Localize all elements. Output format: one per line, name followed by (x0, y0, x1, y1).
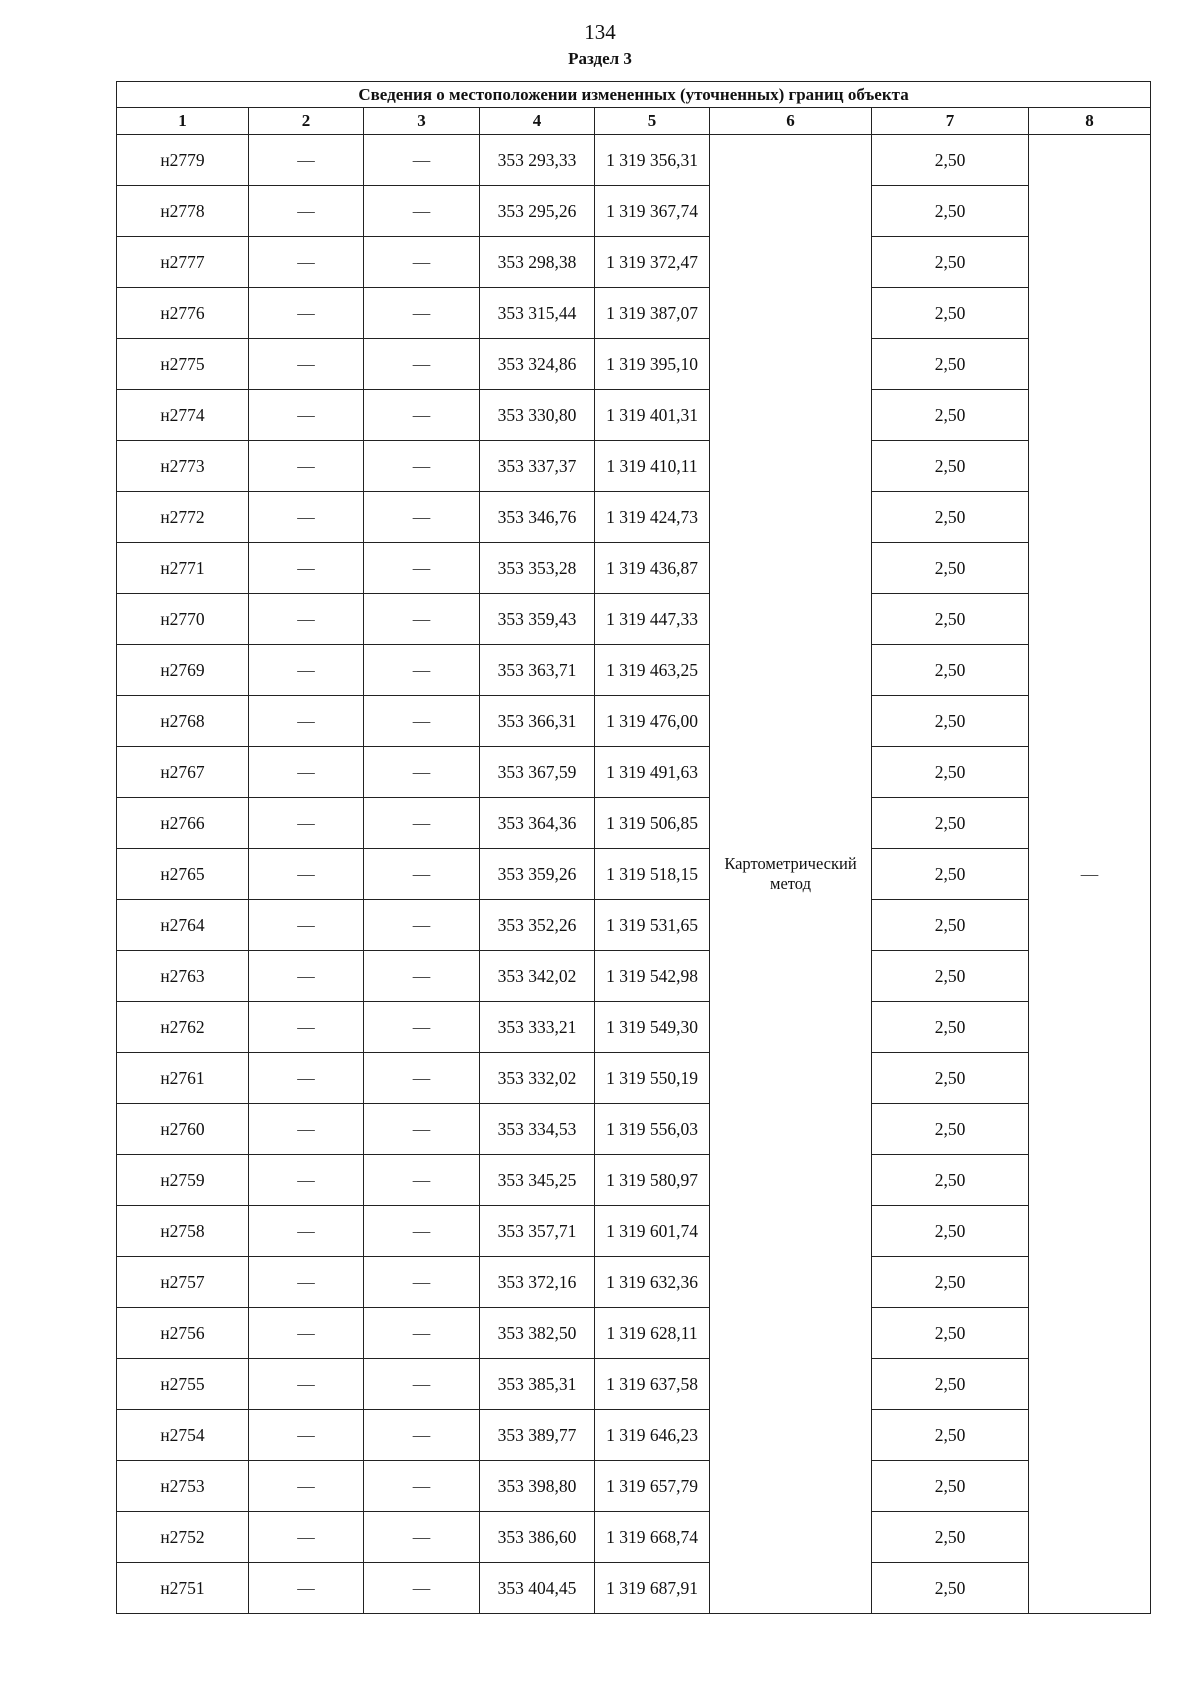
x-coordinate-cell: 353 389,77 (480, 1410, 595, 1461)
table-row (117, 798, 1151, 849)
column-header: 1 (117, 108, 249, 135)
point-name-cell: н2755 (117, 1359, 249, 1410)
y-coordinate-cell: 1 319 476,00 (595, 696, 710, 747)
table-header-row (117, 108, 1151, 135)
method-cell: Картометрический метод (710, 135, 872, 1614)
x-coordinate-cell: 353 295,26 (480, 186, 595, 237)
x-coordinate-cell: 353 364,36 (480, 798, 595, 849)
point-name-cell: н2769 (117, 645, 249, 696)
column3-cell: — (364, 186, 480, 237)
accuracy-cell: 2,50 (872, 1359, 1029, 1410)
y-coordinate-cell: 1 319 628,11 (595, 1308, 710, 1359)
column3-cell: — (364, 492, 480, 543)
column2-cell: — (249, 1359, 364, 1410)
accuracy-cell: 2,50 (872, 186, 1029, 237)
x-coordinate-cell: 353 293,33 (480, 135, 595, 186)
x-coordinate-cell: 353 363,71 (480, 645, 595, 696)
point-name-cell: н2768 (117, 696, 249, 747)
table-caption-row (117, 82, 1151, 108)
column3-cell: — (364, 1206, 480, 1257)
column2-cell: — (249, 1257, 364, 1308)
point-name-cell: н2776 (117, 288, 249, 339)
point-name-cell: н2777 (117, 237, 249, 288)
point-name-cell: н2764 (117, 900, 249, 951)
y-coordinate-cell: 1 319 637,58 (595, 1359, 710, 1410)
table-row (117, 339, 1151, 390)
column2-cell: — (249, 543, 364, 594)
y-coordinate-cell: 1 319 436,87 (595, 543, 710, 594)
column2-cell: — (249, 849, 364, 900)
y-coordinate-cell: 1 319 372,47 (595, 237, 710, 288)
table-row (117, 645, 1151, 696)
accuracy-cell: 2,50 (872, 1104, 1029, 1155)
x-coordinate-cell: 353 398,80 (480, 1461, 595, 1512)
point-name-cell: н2771 (117, 543, 249, 594)
column2-cell: — (249, 1206, 364, 1257)
point-name-cell: н2758 (117, 1206, 249, 1257)
table-row (117, 1104, 1151, 1155)
y-coordinate-cell: 1 319 491,63 (595, 747, 710, 798)
point-name-cell: н2766 (117, 798, 249, 849)
table-row (117, 1461, 1151, 1512)
x-coordinate-cell: 353 345,25 (480, 1155, 595, 1206)
point-name-cell: н2775 (117, 339, 249, 390)
column2-cell: — (249, 1053, 364, 1104)
x-coordinate-cell: 353 342,02 (480, 951, 595, 1002)
accuracy-cell: 2,50 (872, 1308, 1029, 1359)
x-coordinate-cell: 353 367,59 (480, 747, 595, 798)
x-coordinate-cell: 353 324,86 (480, 339, 595, 390)
y-coordinate-cell: 1 319 447,33 (595, 594, 710, 645)
x-coordinate-cell: 353 333,21 (480, 1002, 595, 1053)
table-row (117, 186, 1151, 237)
table-row (117, 237, 1151, 288)
column-header: 7 (872, 108, 1029, 135)
point-name-cell: н2763 (117, 951, 249, 1002)
x-coordinate-cell: 353 352,26 (480, 900, 595, 951)
column-header: 5 (595, 108, 710, 135)
accuracy-cell: 2,50 (872, 543, 1029, 594)
y-coordinate-cell: 1 319 506,85 (595, 798, 710, 849)
accuracy-cell: 2,50 (872, 849, 1029, 900)
accuracy-cell: 2,50 (872, 441, 1029, 492)
column2-cell: — (249, 645, 364, 696)
y-coordinate-cell: 1 319 549,30 (595, 1002, 710, 1053)
y-coordinate-cell: 1 319 668,74 (595, 1512, 710, 1563)
accuracy-cell: 2,50 (872, 1410, 1029, 1461)
accuracy-cell: 2,50 (872, 594, 1029, 645)
column8-cell: — (1029, 135, 1151, 1614)
x-coordinate-cell: 353 298,38 (480, 237, 595, 288)
x-coordinate-cell: 353 315,44 (480, 288, 595, 339)
column3-cell: — (364, 237, 480, 288)
column3-cell: — (364, 1155, 480, 1206)
x-coordinate-cell: 353 366,31 (480, 696, 595, 747)
y-coordinate-cell: 1 319 580,97 (595, 1155, 710, 1206)
y-coordinate-cell: 1 319 401,31 (595, 390, 710, 441)
y-coordinate-cell: 1 319 646,23 (595, 1410, 710, 1461)
column3-cell: — (364, 543, 480, 594)
column3-cell: — (364, 339, 480, 390)
accuracy-cell: 2,50 (872, 696, 1029, 747)
point-name-cell: н2757 (117, 1257, 249, 1308)
y-coordinate-cell: 1 319 531,65 (595, 900, 710, 951)
column2-cell: — (249, 1512, 364, 1563)
column-header: 2 (249, 108, 364, 135)
accuracy-cell: 2,50 (872, 135, 1029, 186)
accuracy-cell: 2,50 (872, 237, 1029, 288)
x-coordinate-cell: 353 382,50 (480, 1308, 595, 1359)
table-row (117, 1359, 1151, 1410)
point-name-cell: н2759 (117, 1155, 249, 1206)
column2-cell: — (249, 1461, 364, 1512)
page-number: 134 (584, 20, 616, 44)
accuracy-cell: 2,50 (872, 339, 1029, 390)
y-coordinate-cell: 1 319 463,25 (595, 645, 710, 696)
table-row (117, 1512, 1151, 1563)
point-name-cell: н2765 (117, 849, 249, 900)
y-coordinate-cell: 1 319 657,79 (595, 1461, 710, 1512)
accuracy-cell: 2,50 (872, 951, 1029, 1002)
point-name-cell: н2772 (117, 492, 249, 543)
column2-cell: — (249, 1104, 364, 1155)
column3-cell: — (364, 1308, 480, 1359)
accuracy-cell: 2,50 (872, 1002, 1029, 1053)
point-name-cell: н2770 (117, 594, 249, 645)
point-name-cell: н2779 (117, 135, 249, 186)
column2-cell: — (249, 1308, 364, 1359)
x-coordinate-cell: 353 404,45 (480, 1563, 595, 1614)
table-row (117, 1053, 1151, 1104)
point-name-cell: н2778 (117, 186, 249, 237)
y-coordinate-cell: 1 319 367,74 (595, 186, 710, 237)
table-caption: Сведения о местоположении измененных (уточненных) границ объекта (117, 82, 1151, 108)
point-name-cell: н2756 (117, 1308, 249, 1359)
y-coordinate-cell: 1 319 387,07 (595, 288, 710, 339)
point-name-cell: н2773 (117, 441, 249, 492)
y-coordinate-cell: 1 319 395,10 (595, 339, 710, 390)
column2-cell: — (249, 186, 364, 237)
point-name-cell: н2752 (117, 1512, 249, 1563)
column3-cell: — (364, 1359, 480, 1410)
table-row (117, 1410, 1151, 1461)
column3-cell: — (364, 441, 480, 492)
column3-cell: — (364, 1104, 480, 1155)
point-name-cell: н2762 (117, 1002, 249, 1053)
column2-cell: — (249, 951, 364, 1002)
table-row (117, 288, 1151, 339)
x-coordinate-cell: 353 332,02 (480, 1053, 595, 1104)
column2-cell: — (249, 594, 364, 645)
y-coordinate-cell: 1 319 687,91 (595, 1563, 710, 1614)
y-coordinate-cell: 1 319 556,03 (595, 1104, 710, 1155)
column2-cell: — (249, 288, 364, 339)
column3-cell: — (364, 288, 480, 339)
table-row (117, 1257, 1151, 1308)
column3-cell: — (364, 645, 480, 696)
column2-cell: — (249, 900, 364, 951)
table-row (117, 1563, 1151, 1614)
table-row (117, 900, 1151, 951)
table-row (117, 951, 1151, 1002)
column2-cell: — (249, 798, 364, 849)
table-row (117, 1206, 1151, 1257)
table-row (117, 1308, 1151, 1359)
x-coordinate-cell: 353 353,28 (480, 543, 595, 594)
column3-cell: — (364, 135, 480, 186)
table-row (117, 492, 1151, 543)
table-row (117, 135, 1151, 186)
table-row (117, 1002, 1151, 1053)
point-name-cell: н2761 (117, 1053, 249, 1104)
point-name-cell: н2767 (117, 747, 249, 798)
y-coordinate-cell: 1 319 542,98 (595, 951, 710, 1002)
table-row (117, 849, 1151, 900)
x-coordinate-cell: 353 372,16 (480, 1257, 595, 1308)
column2-cell: — (249, 1002, 364, 1053)
column3-cell: — (364, 951, 480, 1002)
column2-cell: — (249, 390, 364, 441)
x-coordinate-cell: 353 330,80 (480, 390, 595, 441)
y-coordinate-cell: 1 319 356,31 (595, 135, 710, 186)
column2-cell: — (249, 696, 364, 747)
accuracy-cell: 2,50 (872, 1461, 1029, 1512)
x-coordinate-cell: 353 386,60 (480, 1512, 595, 1563)
column3-cell: — (364, 798, 480, 849)
point-name-cell: н2751 (117, 1563, 249, 1614)
column2-cell: — (249, 747, 364, 798)
accuracy-cell: 2,50 (872, 798, 1029, 849)
section-title: Раздел 3 (568, 49, 632, 68)
y-coordinate-cell: 1 319 518,15 (595, 849, 710, 900)
point-name-cell: н2753 (117, 1461, 249, 1512)
accuracy-cell: 2,50 (872, 1053, 1029, 1104)
accuracy-cell: 2,50 (872, 390, 1029, 441)
column3-cell: — (364, 1257, 480, 1308)
table-row (117, 594, 1151, 645)
column-header: 4 (480, 108, 595, 135)
column3-cell: — (364, 1461, 480, 1512)
column3-cell: — (364, 696, 480, 747)
column2-cell: — (249, 492, 364, 543)
y-coordinate-cell: 1 319 424,73 (595, 492, 710, 543)
accuracy-cell: 2,50 (872, 1563, 1029, 1614)
column-header: 6 (710, 108, 872, 135)
column3-cell: — (364, 1563, 480, 1614)
column2-cell: — (249, 135, 364, 186)
x-coordinate-cell: 353 385,31 (480, 1359, 595, 1410)
accuracy-cell: 2,50 (872, 747, 1029, 798)
y-coordinate-cell: 1 319 410,11 (595, 441, 710, 492)
x-coordinate-cell: 353 359,43 (480, 594, 595, 645)
column2-cell: — (249, 237, 364, 288)
column2-cell: — (249, 339, 364, 390)
column3-cell: — (364, 594, 480, 645)
table-row (117, 543, 1151, 594)
accuracy-cell: 2,50 (872, 645, 1029, 696)
column3-cell: — (364, 1512, 480, 1563)
column2-cell: — (249, 1410, 364, 1461)
x-coordinate-cell: 353 357,71 (480, 1206, 595, 1257)
table-row (117, 441, 1151, 492)
column3-cell: — (364, 1410, 480, 1461)
column-header: 8 (1029, 108, 1151, 135)
accuracy-cell: 2,50 (872, 288, 1029, 339)
column-header: 3 (364, 108, 480, 135)
accuracy-cell: 2,50 (872, 1257, 1029, 1308)
table-body (117, 135, 1151, 1614)
point-name-cell: н2760 (117, 1104, 249, 1155)
table-row (117, 390, 1151, 441)
column3-cell: — (364, 900, 480, 951)
column3-cell: — (364, 747, 480, 798)
table-row (117, 696, 1151, 747)
column2-cell: — (249, 1155, 364, 1206)
point-name-cell: н2774 (117, 390, 249, 441)
accuracy-cell: 2,50 (872, 1512, 1029, 1563)
accuracy-cell: 2,50 (872, 900, 1029, 951)
column2-cell: — (249, 441, 364, 492)
point-name-cell: н2754 (117, 1410, 249, 1461)
boundary-coordinates-table (116, 81, 1151, 1614)
table-row (117, 747, 1151, 798)
column3-cell: — (364, 1053, 480, 1104)
accuracy-cell: 2,50 (872, 492, 1029, 543)
y-coordinate-cell: 1 319 632,36 (595, 1257, 710, 1308)
column3-cell: — (364, 1002, 480, 1053)
column3-cell: — (364, 390, 480, 441)
x-coordinate-cell: 353 337,37 (480, 441, 595, 492)
table-row (117, 1155, 1151, 1206)
y-coordinate-cell: 1 319 601,74 (595, 1206, 710, 1257)
column2-cell: — (249, 1563, 364, 1614)
x-coordinate-cell: 353 359,26 (480, 849, 595, 900)
x-coordinate-cell: 353 334,53 (480, 1104, 595, 1155)
accuracy-cell: 2,50 (872, 1206, 1029, 1257)
x-coordinate-cell: 353 346,76 (480, 492, 595, 543)
accuracy-cell: 2,50 (872, 1155, 1029, 1206)
column3-cell: — (364, 849, 480, 900)
y-coordinate-cell: 1 319 550,19 (595, 1053, 710, 1104)
